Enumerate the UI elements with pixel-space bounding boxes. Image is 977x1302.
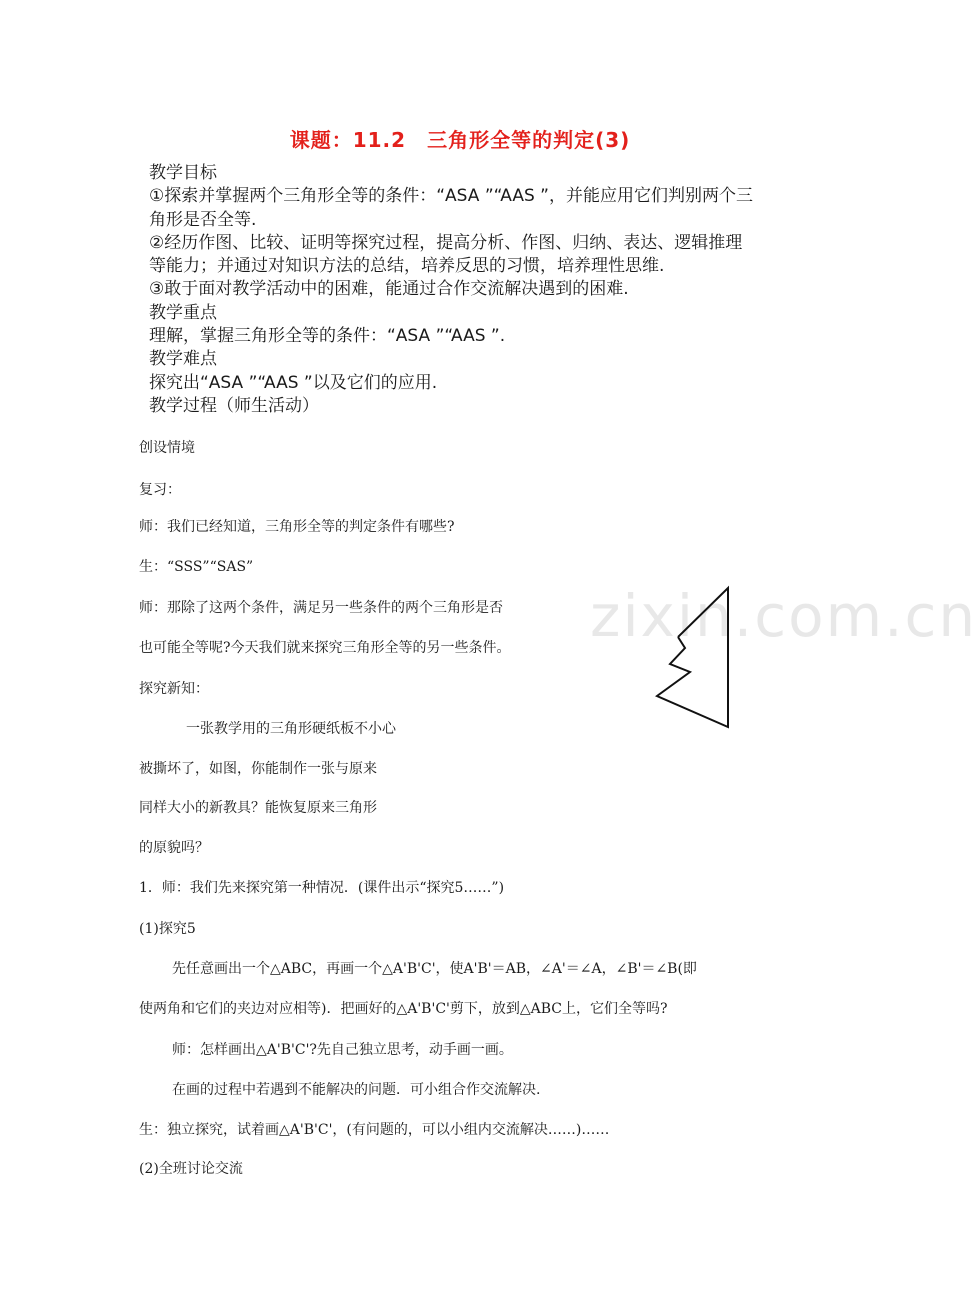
paragraph-instruction-2: 使两角和它们的夹边对应相等)．把画好的△A'B'C'剪下，放到△ABC上，它们全等吗?	[139, 1001, 668, 1017]
paragraph-group-work: 在画的过程中若遇到不能解决的问题．可小组合作交流解决.	[172, 1082, 541, 1098]
torn-triangle-icon	[650, 586, 740, 731]
key-point-heading: 教学重点	[149, 302, 217, 323]
paragraph-teacher-1: 师：那除了这两个条件，满足另一些条件的两个三角形是否	[139, 600, 503, 616]
paragraph-teacher-draw: 师：怎样画出△A'B'C'?先自己独立思考，动手画一画。	[172, 1042, 513, 1058]
paragraph-teacher-question: 师：我们已经知道，三角形全等的判定条件有哪些?	[139, 519, 455, 535]
objectives-block	[149, 162, 789, 418]
objectives-heading: 教学目标	[149, 163, 217, 183]
page-title: 课题：11.2 三角形全等的判定(3)	[289, 128, 631, 152]
process-heading: 教学过程（师生活动）	[149, 395, 319, 416]
paragraph-student-answer: 生：“SSS”“SAS”	[139, 559, 254, 575]
paragraph-student-explore: 生：独立探究，试着画△A'B'C'，(有问题的，可以小组内交流解决……)……	[139, 1122, 610, 1138]
paragraph-teacher-2: 也可能全等呢?今天我们就来探究三角形全等的另一些条件。	[139, 640, 511, 656]
paragraph-step-1: 1．师：我们先来探究第一种情况．(课件出示“探究5……”)	[139, 880, 505, 896]
objective-line-1: ①探索并掌握两个三角形全等的条件：“ASA ”“AAS ”，并能应用它们判别两个三	[149, 186, 753, 207]
objective-line-4: 等能力；并通过对知识方法的总结，培养反思的习惯，培养理性思维.	[149, 256, 665, 277]
paragraph-story-4: 的原貌吗？	[139, 840, 209, 856]
objective-line-5: ③敢于面对教学活动中的困难，能通过合作交流解决遇到的困难.	[149, 279, 629, 300]
paragraph-explore: 探究新知：	[139, 681, 209, 697]
paragraph-story-1: 一张教学用的三角形硬纸板不小心	[186, 721, 396, 737]
difficulty-text: 探究出“ASA ”“AAS ”以及它们的应用.	[149, 372, 438, 393]
paragraph-situation: 创设情境	[139, 440, 195, 456]
paragraph-story-2: 被撕坏了，如图，你能制作一张与原来	[139, 761, 377, 777]
paragraph-review: 复习：	[139, 482, 181, 498]
paragraph-explore-5: (1)探究5	[139, 921, 196, 937]
key-point-text: 理解，掌握三角形全等的条件：“ASA ”“AAS ”.	[149, 326, 506, 347]
paragraph-class-discussion: (2)全班讨论交流	[139, 1161, 243, 1177]
difficulty-heading: 教学难点	[149, 349, 217, 370]
objective-line-3: ②经历作图、比较、证明等探究过程，提高分析、作图、归纳、表达、逻辑推理	[149, 232, 743, 253]
paragraph-instruction-1: 先任意画出一个△ABC，再画一个△A'B'C'，使A'B'＝AB，∠A'＝∠A，∠B'＝∠B(即	[172, 961, 697, 977]
watermark: zixin.com.cn	[590, 582, 977, 650]
objective-line-2: 角形是否全等.	[149, 209, 257, 230]
paragraph-story-3: 同样大小的新教具？能恢复原来三角形	[139, 800, 377, 816]
